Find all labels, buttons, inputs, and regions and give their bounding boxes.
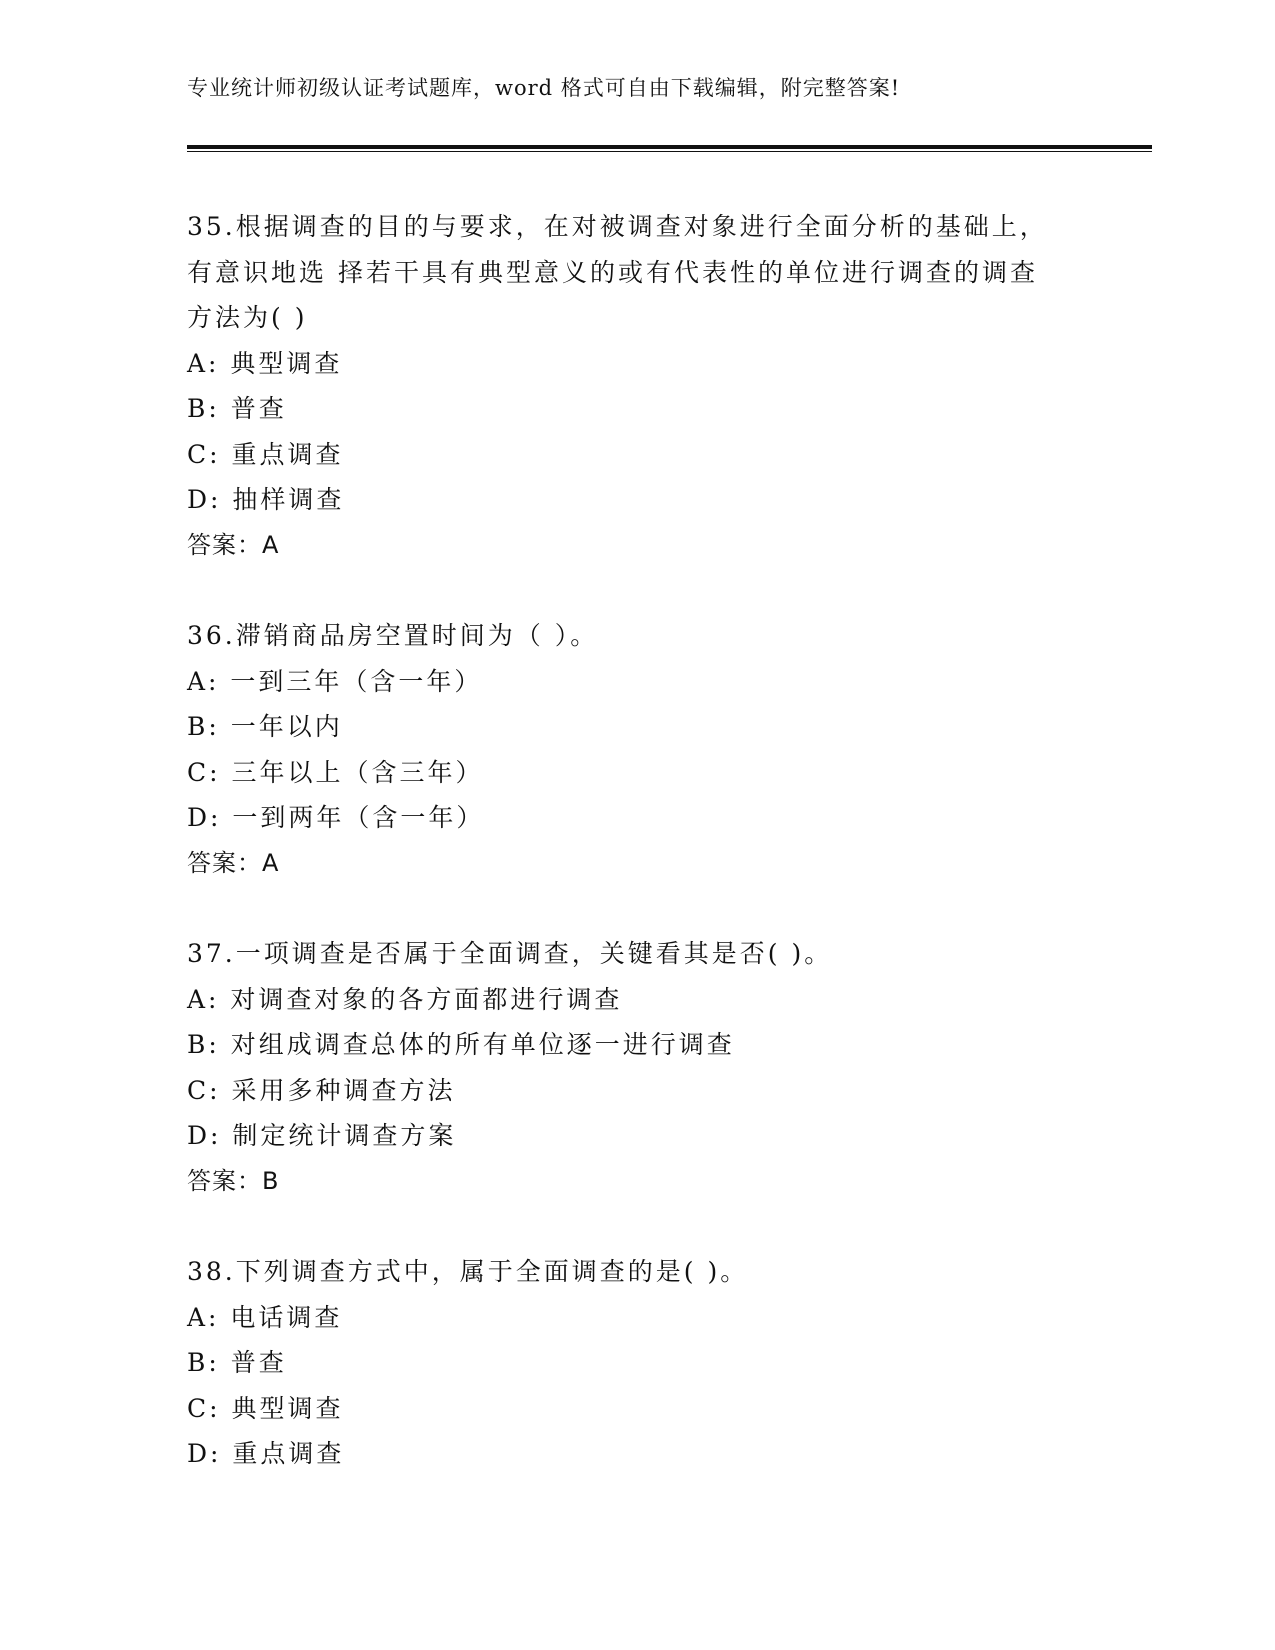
question-stem-line: 35.根据调查的目的与要求，在对被调查对象进行全面分析的基础上，	[187, 212, 1048, 241]
option-b: B: 普查	[187, 394, 287, 423]
option-d: D: 重点调查	[187, 1439, 345, 1468]
option-d: D: 制定统计调查方案	[187, 1121, 457, 1150]
question-stem-line: 38.下列调查方式中，属于全面调查的是( )。	[187, 1257, 749, 1286]
question-38	[187, 1249, 1127, 1477]
question-list	[187, 204, 1127, 1522]
option-c: C: 重点调查	[187, 439, 344, 469]
option-a: A: 对调查对象的各方面都进行调查	[187, 984, 623, 1014]
option-d: D: 一到两年（含一年）	[187, 803, 485, 832]
question-37	[187, 931, 1127, 1204]
option-c: C: 采用多种调查方法	[187, 1075, 456, 1105]
option-a: A: 一到三年（含一年）	[187, 666, 483, 696]
answer-label: 答案：A	[187, 848, 280, 877]
option-c: C: 典型调查	[187, 1393, 344, 1423]
question-stem-line: 方法为( )	[187, 303, 308, 332]
page-header: 专业统计师初级认证考试题库，word 格式可自由下载编辑，附完整答案!	[187, 76, 901, 100]
option-b: B: 对组成调查总体的所有单位逐一进行调查	[187, 1030, 735, 1059]
question-stem-line: 36.滞销商品房空置时间为（ ）。	[187, 621, 599, 650]
option-c: C: 三年以上（含三年）	[187, 757, 484, 787]
question-36	[187, 613, 1127, 886]
header-rule-thick	[187, 145, 1152, 149]
option-b: B: 普查	[187, 1348, 287, 1377]
option-a: A: 典型调查	[187, 348, 343, 378]
header-rule-thin	[187, 151, 1152, 152]
answer-label: 答案：A	[187, 530, 280, 559]
option-d: D: 抽样调查	[187, 485, 345, 514]
question-stem-line: 有意识地选 择若干具有典型意义的或有代表性的单位进行调查的调查	[187, 257, 1038, 287]
question-stem-line: 37.一项调查是否属于全面调查，关键看其是否( )。	[187, 939, 833, 968]
answer-label: 答案：B	[187, 1166, 280, 1195]
option-a: A: 电话调查	[187, 1302, 343, 1332]
question-35	[187, 204, 1127, 568]
option-b: B: 一年以内	[187, 712, 343, 741]
